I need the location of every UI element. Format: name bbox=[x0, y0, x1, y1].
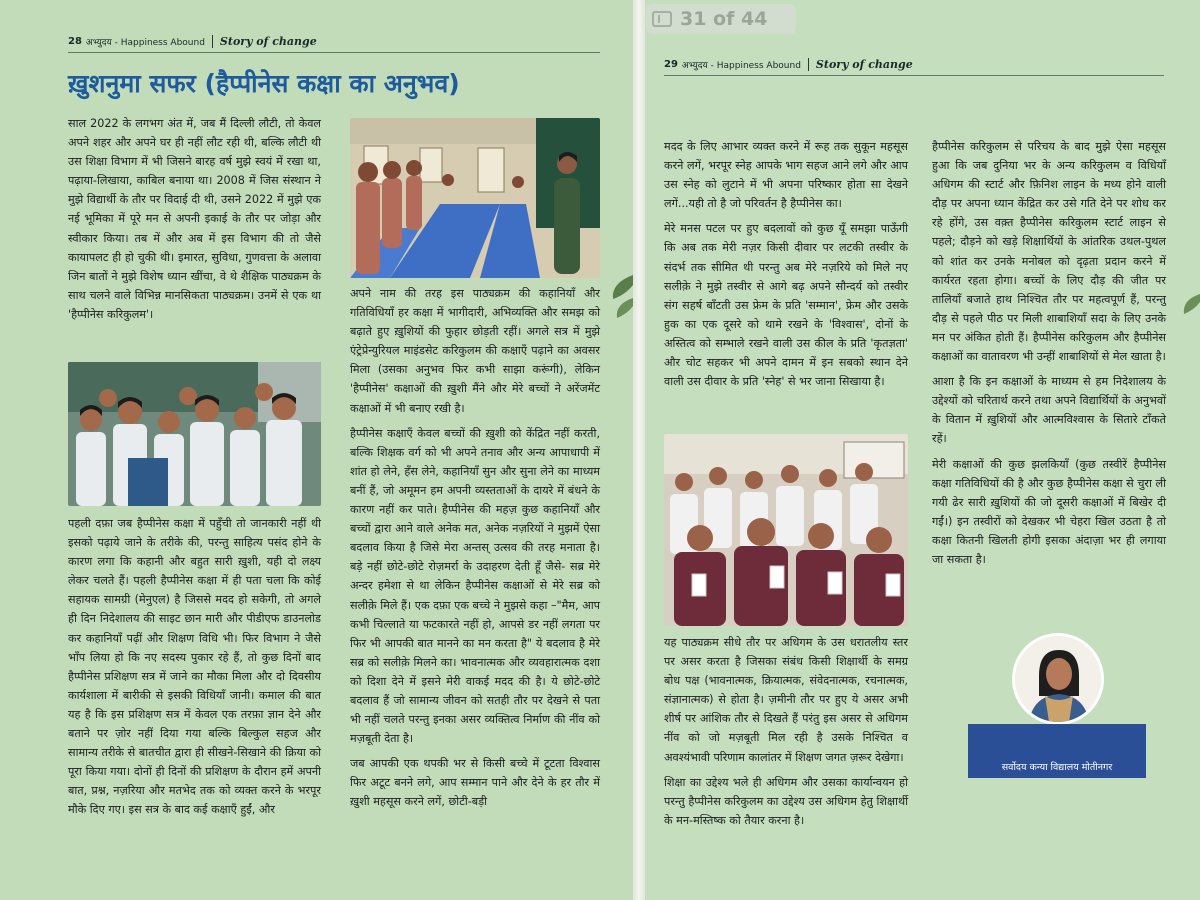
paragraph: हैप्पीनेस करिकुलम से परिचय के बाद मुझे ऐसा महसूस हुआ कि जब दुनिया भर के अन्य करिकुलम व विधियाँ अधिगम की स्टार्ट और फ़िनिश लाइन के मध्य होने वाली दौड़ पर अपना ध्यान केंद्रित कर उसे गति देने पर शोध कर रहे होंगे, उस वक़्त हैप्पीनेस करिकुलम स्टार्ट लाइन से पहले; दौड़ने को खड़े शिक्षार्थियों के आंतरिक उथल-पुथल को शांत कर उनके मनोबल को दृढ़ता प्रदान करने में कार्यरत रहता होगा। बच्चों के लिए दौड़ की जीत पर तालियाँ बजाते हाथ निश्चित तौर पर महत्वपूर्ण हैं, परन्तु दौड़ से पहले पीठ पर मिली शाबाशियाँ सदा के लिए उनके मन पर अंकित होती हैं। हैप्पीनेस करिकुलम और हैप्पीनेस कक्षाओं का वातावरण भी उन्हीं शाबाशियों से मेल खाता है। bbox=[932, 140, 1166, 364]
page-counter: 31 of 44 bbox=[680, 8, 768, 30]
page-gutter bbox=[633, 0, 645, 900]
school-name-banner bbox=[968, 724, 1146, 778]
author-portrait bbox=[1012, 633, 1104, 725]
right-header bbox=[664, 53, 913, 75]
left-column-1-bottom bbox=[68, 514, 321, 826]
paragraph: यह पाठ्यक्रम सीधे तौर पर अधिगम के उस धरातलीय स्तर पर असर करता है जिसका संबंध किसी शिक्षार्थी के समग्र बोध पक्ष (भावनात्मक, क्रियात्मक, संवेदनात्मक, रचनात्मक, संज्ञानात्मक) से होता है। ज़मीनी तौर पर हुए ये असर अभी शीर्ष पर आंशिक तौर से दिखते हैं परंतु इस असर से अधिगम नींव को जो मज़बूती मिल रही है उसके निश्चित व अवश्यंभावी परिणाम कालांतर में शिक्षण जगत ज़रूर देखेगा। bbox=[664, 636, 908, 764]
paragraph: साल 2022 के लगभग अंत में, जब मैं दिल्ली लौटी, तो केवल अपने शहर और अपने घर ही नहीं लौट रही थी, बल्कि लौटी थी उस शिक्षा विभाग में भी जिसने बारह वर्ष मुझे स्वयं में रखा था, पढ़ाया-लिखाया, काबिल बनाया था। 2008 में जिस संस्थान ने मुझे विद्यार्थी के तौर पर विदाई दी थी, उसने 2022 में मुझे एक नई भूमिका में पूरे मन से अपनी इकाई के तौर पर जोड़ा और स्वीकार किया। तब में और अब में इस विभाग की तो जैसे कायापलट ही हो चुकी थी। इमारत, सुविधा, गुणवत्ता के अलावा जिन बातों ने मुझे विशेष ध्यान खींचा, वे थे शैक्षिक पाठ्यक्रम के साथ चलने वाले विभिन्न मानसिकता पाठ्यक्रम। उनमें से एक था 'हैप्पीनेस करिकुलम'। bbox=[68, 117, 321, 321]
students-photo-left bbox=[68, 362, 321, 506]
page-counter-badge[interactable] bbox=[646, 4, 796, 34]
leaf-decoration-icon bbox=[1180, 290, 1200, 330]
right-column-2 bbox=[932, 137, 1166, 575]
paragraph: आशा है कि इन कक्षाओं के माध्यम से हम निदेशालय के उद्देश्यों को चरितार्थ करने तथा अपने विद्यार्थियों के अनुभवों के वितान में ख़ुशियों और आत्मविश्वास के सितारे टाँकते रहें। bbox=[932, 375, 1166, 446]
leaf-decoration-icon bbox=[608, 270, 633, 320]
right-column-1-bottom bbox=[664, 633, 908, 836]
left-magazine-name: अभ्युदय - Happiness Abound bbox=[85, 37, 205, 48]
left-header bbox=[68, 30, 317, 52]
paragraph: मदद के लिए आभार व्यक्त करने में रूह तक सुकून महसूस करने लगें, भरपूर स्नेह आपके भाग सहज आने लगे और आप उस स्नेह को लुटाने में भी अपना परिष्कार होता सा देखने लगें...यही तो है जो परिवर्तन है हैप्पीनेस का। bbox=[664, 140, 908, 211]
paragraph: मेरी कक्षाओं की कुछ झलकियाँ (कुछ तस्वीरें हैप्पीनेस कक्षा गतिविधियों की है और कुछ हैप्पीनेस कक्षा से चुरा ली गयी ढेर सारी ख़ुशियों की जो दूसरी कक्षाओं में बिखेर दी गईं।) इन तस्वीरों को देखकर भी चेहरा खिल उठता है तो कक्षा कितनी खिलती होगी इसका अंदाज़ा भर ही लगाया जा सकता है। bbox=[932, 457, 1166, 566]
sidebar-toggle-icon[interactable] bbox=[652, 11, 672, 27]
right-column-1-top bbox=[664, 137, 908, 397]
right-section-label: Story of change bbox=[815, 57, 913, 71]
paragraph: हैप्पीनेस कक्षाएँ केवल बच्चों की ख़ुशी को केंद्रित नहीं करती, बल्कि शिक्षक वर्ग को भी अपने तनाव और अन्य आपाधापी में शांत हो लेने, हँस लेने, कहानियाँ सुन और सुना लेने का माध्यम बनीं हैं, जो अमूमन हम अपनी व्यस्तताओं के दायरे में बंधने के कारण नहीं कर पाते। हैप्पीनेस की महज़ कुछ कहानियाँ और बच्चों द्वारा आने वाले अनेक मत, अनेक नज़रियों ने मुझमें ऐसा बदलाव किया है जिसे मेरा अन्तस् उत्सव की तरह मनाता है। बड़े नहीं छोटे-छोटे रोज़मर्रा के उदाहरण देती हूँ जैसे- सब्र मेरे अन्दर हमेशा से था लेकिन हैप्पीनेस कक्षाओं से मेरे सब्र को सलीक़े मिले हैं। एक दफ़ा एक बच्चे ने मुझसे कहा –"मैम, आप कभी चिल्लाते या फटकारते नहीं हो, आपसे डर नहीं लगता पर फिर भी आपकी बात मानने का मन करता है" ये बदलाव है मेरे सब्र को सलीक़े मिलने का। भावनात्मक और व्यवहारात्मक दशा को दिशा देने में इसने मेरी वाकई मदद की है। ये छोटे-छोटे बदलाव हैं जो सामान्य जीवन को सतही तौर पर देखने से पता भी नहीं चलते परन्तु इनका असर व्यक्तित्व निर्माण की नींव को मज़बूती देता है। bbox=[350, 426, 600, 746]
left-header-rule bbox=[68, 52, 600, 53]
left-column-2 bbox=[350, 284, 600, 818]
paragraph: जब आपकी एक थपकी भर से किसी बच्चे में टूटता विश्वास फिर अटूट बनने लगे, आप सम्मान पाने और देने के हर तौर में ख़ुशी महसूस करने लगें, छोटी-बड़ी bbox=[350, 757, 600, 809]
left-column-1-top bbox=[68, 114, 321, 330]
right-magazine-name: अभ्युदय - Happiness Abound bbox=[681, 60, 801, 71]
left-page-number: 28 bbox=[68, 35, 82, 47]
article-title: ख़ुशनुमा सफर (हैप्पीनेस कक्षा का अनुभव) bbox=[68, 69, 460, 98]
right-header-rule bbox=[664, 75, 1164, 76]
students-photo-right bbox=[664, 434, 908, 626]
paragraph: मेरे मनस पटल पर हुए बदलावों को कुछ यूँ समझा पाऊँगी कि अब तक मेरी नज़र किसी दीवार पर लटकी तस्वीर के संदर्भ तक सीमित थी परन्तु अब मेरे नज़रिये को मिले नए सलीक़े ने मुझे तस्वीर से आगे बढ़ अपने सौन्दर्य को तस्वीर संग सहर्ष बाँटती उस फ्रेम के प्रति 'सम्मान', फ्रेम और उसके हुक का एक दूसरे को थामे रखने के 'विश्वास', दोनों के अस्तित्व को सम्भाले रखने वाली उस कील के प्रति 'कृतज्ञता' और चोट सहकर भी अपने दामन में इन सबको स्थान देने वाली उस दीवार के प्रति 'स्नेह' से भर जाना सिखाया है। bbox=[664, 222, 908, 389]
paragraph: अपने नाम की तरह इस पाठ्यक्रम की कहानियाँ और गतिविधियाँ हर कक्षा में भागीदारी, अभिव्यक्ति और समझ को बढ़ाते हुए ख़ुशियों की फुहार छोड़ती रहीं। अगले सत्र में मुझे एंट्रेप्रेन्युरियल माइंडसेट करिकुलम की कक्षाएँ पढ़ाने का अवसर मिला (उसका अनुभव फिर कभी साझा करूंगी), लेकिन 'हैप्पीनेस' कक्षाओं की ख़ुशी मैंने और मेरे बच्चों ने अरेंजमेंट कक्षाओं में भी बनाए रखी है। bbox=[350, 287, 600, 415]
right-page-number: 29 bbox=[664, 58, 678, 70]
school-name: सर्वोदय कन्या विद्यालय मोतीनगर bbox=[1001, 762, 1113, 773]
classroom-photo bbox=[350, 118, 600, 278]
paragraph: पहली दफ़ा जब हैप्पीनेस कक्षा में पहुँची तो जानकारी नहीं थी इसको पढ़ाये जाने के तरीके की, परन्तु साहित्य पसंद होने के कारण लगा कि कहानी और बहुत सारी ख़ुशी, यही दो लक्ष्य लेकर चलते हैं। पहली हैप्पीनेस कक्षा में ही पता चला कि कोई सहायक सामग्री (मेनुएल) है जिससे मदद हो सकेगी, तो अगले ही दिन निदेशालय की साइट छान मारी और पीडीएफ डाउनलोड कर कहानियाँ पढ़ीं और शिक्षण विधि भी। फिर विभाग ने जैसे भाँप लिया हो कि नए सदस्य पुकार रहे हैं, तो कुछ दिनों बाद हैप्पीनेस प्रशिक्षण सत्र में जाने का मौका मिला और दो दिवसीय कार्यशाला में बारीकी से इसकी विधियाँ जानी। कमाल की बात यह है कि इस प्रशिक्षण सत्र में केवल एक तरफ़ा ज्ञान देने और बताने पर ज़ोर नहीं दिया गया बल्कि बिल्कुल सहज और सामान्य तरीके से बातचीत द्वारा ही सीखने-सिखाने की क्रिया को पूरा किया गया। दोनों ही दिनों की प्रशिक्षण के दौरान हमें अपनी बात, प्रश्न, नज़रिया और मतभेद तक को व्यक्त करने के भरपूर मौके दिए गए। इस सत्र के बाद कई कक्षाएँ हुईं, और bbox=[68, 517, 321, 817]
left-section-label: Story of change bbox=[219, 34, 317, 48]
paragraph: शिक्षा का उद्देश्य भले ही अधिगम और उसका कार्यान्वयन हो परन्तु हैप्पीनेस करिकुलम का उद्देश्य उस अधिगम हेतु शिक्षार्थी के मन-मस्तिष्क को तैयार करना है। bbox=[664, 775, 908, 827]
